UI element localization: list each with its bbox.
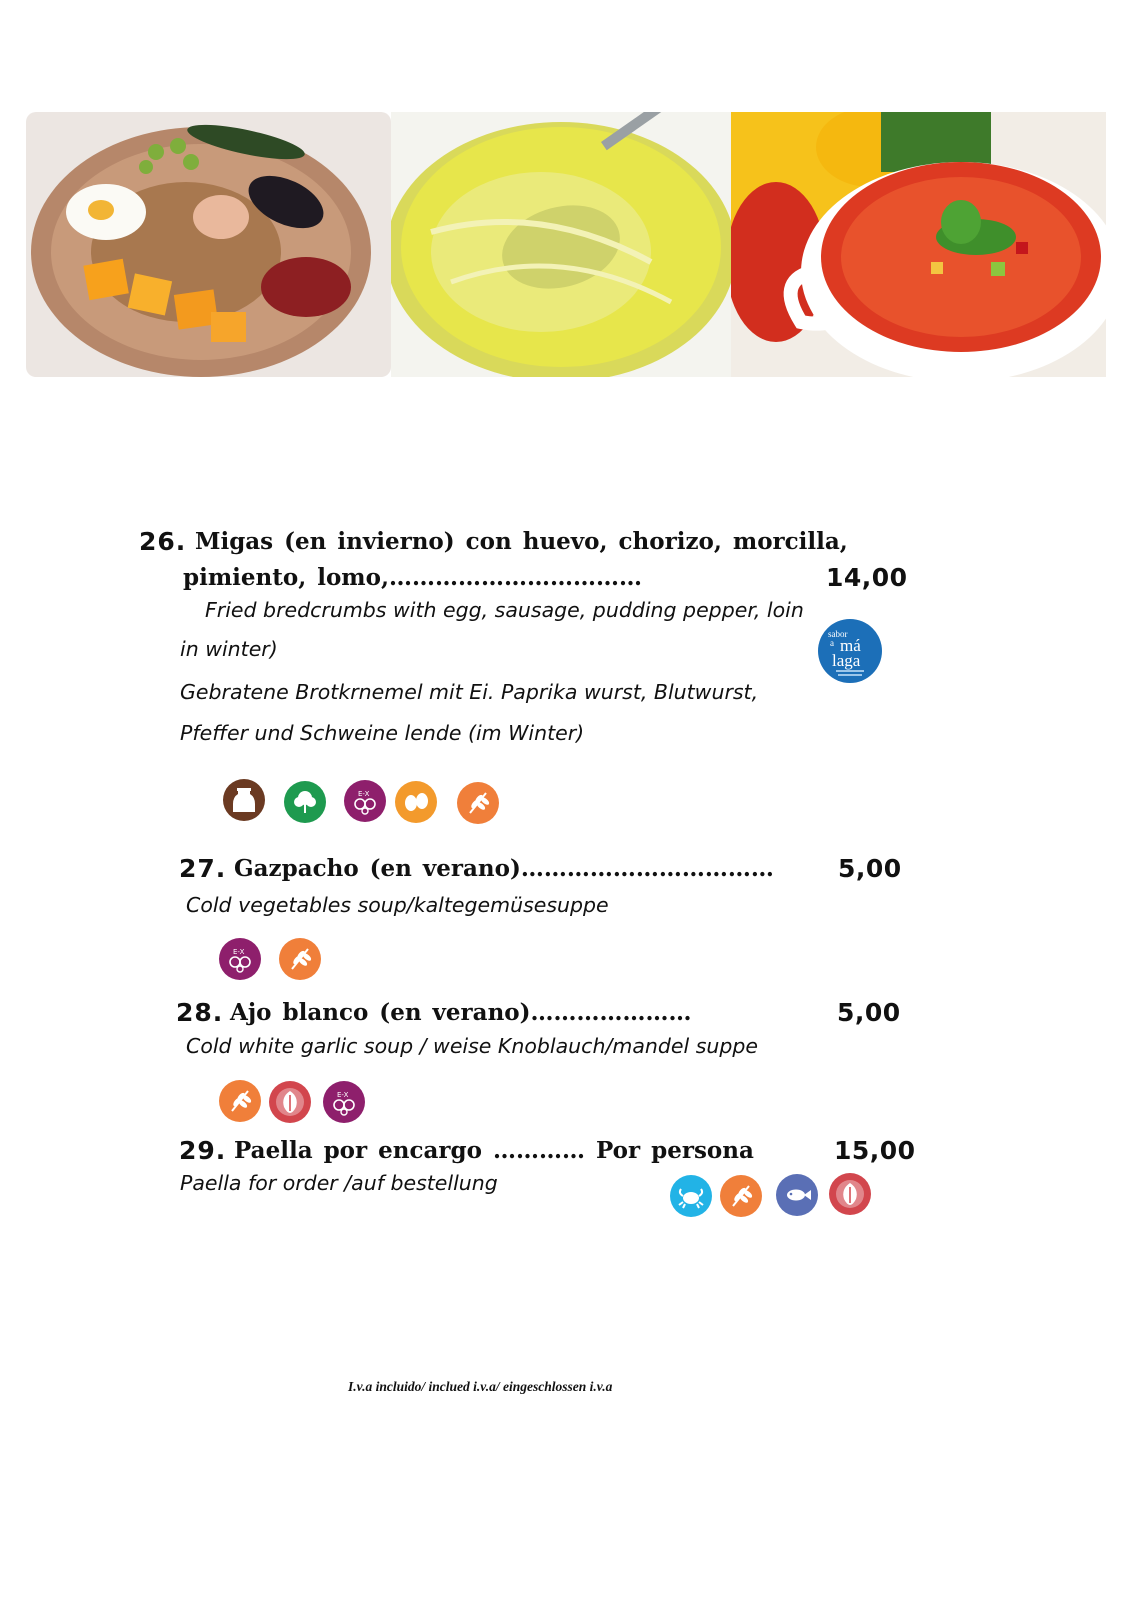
sopa-photo: [391, 112, 731, 377]
sulphites-icon: [344, 780, 386, 822]
sulphites-icon: [219, 938, 261, 980]
svg-text:laga: laga: [832, 651, 861, 670]
egg-icon: [395, 781, 437, 823]
gazpacho-photo: [731, 112, 1106, 377]
item-price: 14,00: [826, 563, 908, 592]
item-description-de-cont: Pfeffer und Schweine lende (im Winter): [180, 721, 585, 745]
item-title: Ajo blanco (en verano)…………………: [230, 999, 692, 1026]
nuts-icon: [269, 1081, 311, 1123]
sulphites-icon: [323, 1081, 365, 1123]
svg-text:E-X: E-X: [358, 790, 370, 798]
vat-note: I.v.a incluido/ inclued i.v.a/ eingeschlossen i.v.a: [348, 1379, 613, 1394]
item-description-en: Fried bredcrumbs with egg, sausage, pudding pepper, loin: [205, 598, 804, 622]
item-title: Migas (en invierno) con huevo, chorizo, morcilla,: [195, 528, 848, 555]
gluten-icon: [279, 938, 321, 980]
gluten-icon: [720, 1175, 762, 1217]
item-number: 28.: [176, 998, 224, 1027]
item-number: 26.: [139, 527, 187, 556]
fish-icon: [776, 1174, 818, 1216]
item-description-de: Gebratene Brotkrnemel mit Ei. Paprika wurst, Blutwurst,: [180, 680, 759, 704]
svg-text:má: má: [840, 636, 861, 655]
item-description-en-cont: in winter): [180, 637, 278, 661]
gluten-icon: [457, 782, 499, 824]
svg-text:E-X: E-X: [337, 1091, 349, 1099]
milk-icon: [223, 779, 265, 821]
svg-text:sabor: sabor: [828, 629, 848, 639]
migas-photo: [26, 112, 391, 377]
gluten-icon: [219, 1080, 261, 1122]
sabor-a-malaga-logo: [818, 619, 882, 683]
banner: [26, 112, 1106, 377]
item-title: Paella por encargo ………… Por persona: [234, 1137, 754, 1164]
item-price: 5,00: [838, 854, 902, 883]
item-title-continued: pimiento, lomo,……………………………: [183, 564, 642, 591]
celery-icon: [284, 781, 326, 823]
item-description: Paella for order /auf bestellung: [180, 1171, 498, 1195]
item-number: 27.: [179, 854, 227, 883]
item-title: Gazpacho (en verano)……………………………: [234, 855, 774, 882]
svg-text:E-X: E-X: [233, 948, 245, 956]
item-number: 29.: [179, 1136, 227, 1165]
crustaceans-icon: [670, 1175, 712, 1217]
item-description: Cold vegetables soup/kaltegemüsesuppe: [186, 893, 609, 917]
item-description: Cold white garlic soup / weise Knoblauch/mandel suppe: [186, 1034, 759, 1058]
item-price: 15,00: [834, 1136, 916, 1165]
nuts-icon: [829, 1173, 871, 1215]
svg-text:a: a: [830, 638, 834, 648]
item-price: 5,00: [837, 998, 901, 1027]
